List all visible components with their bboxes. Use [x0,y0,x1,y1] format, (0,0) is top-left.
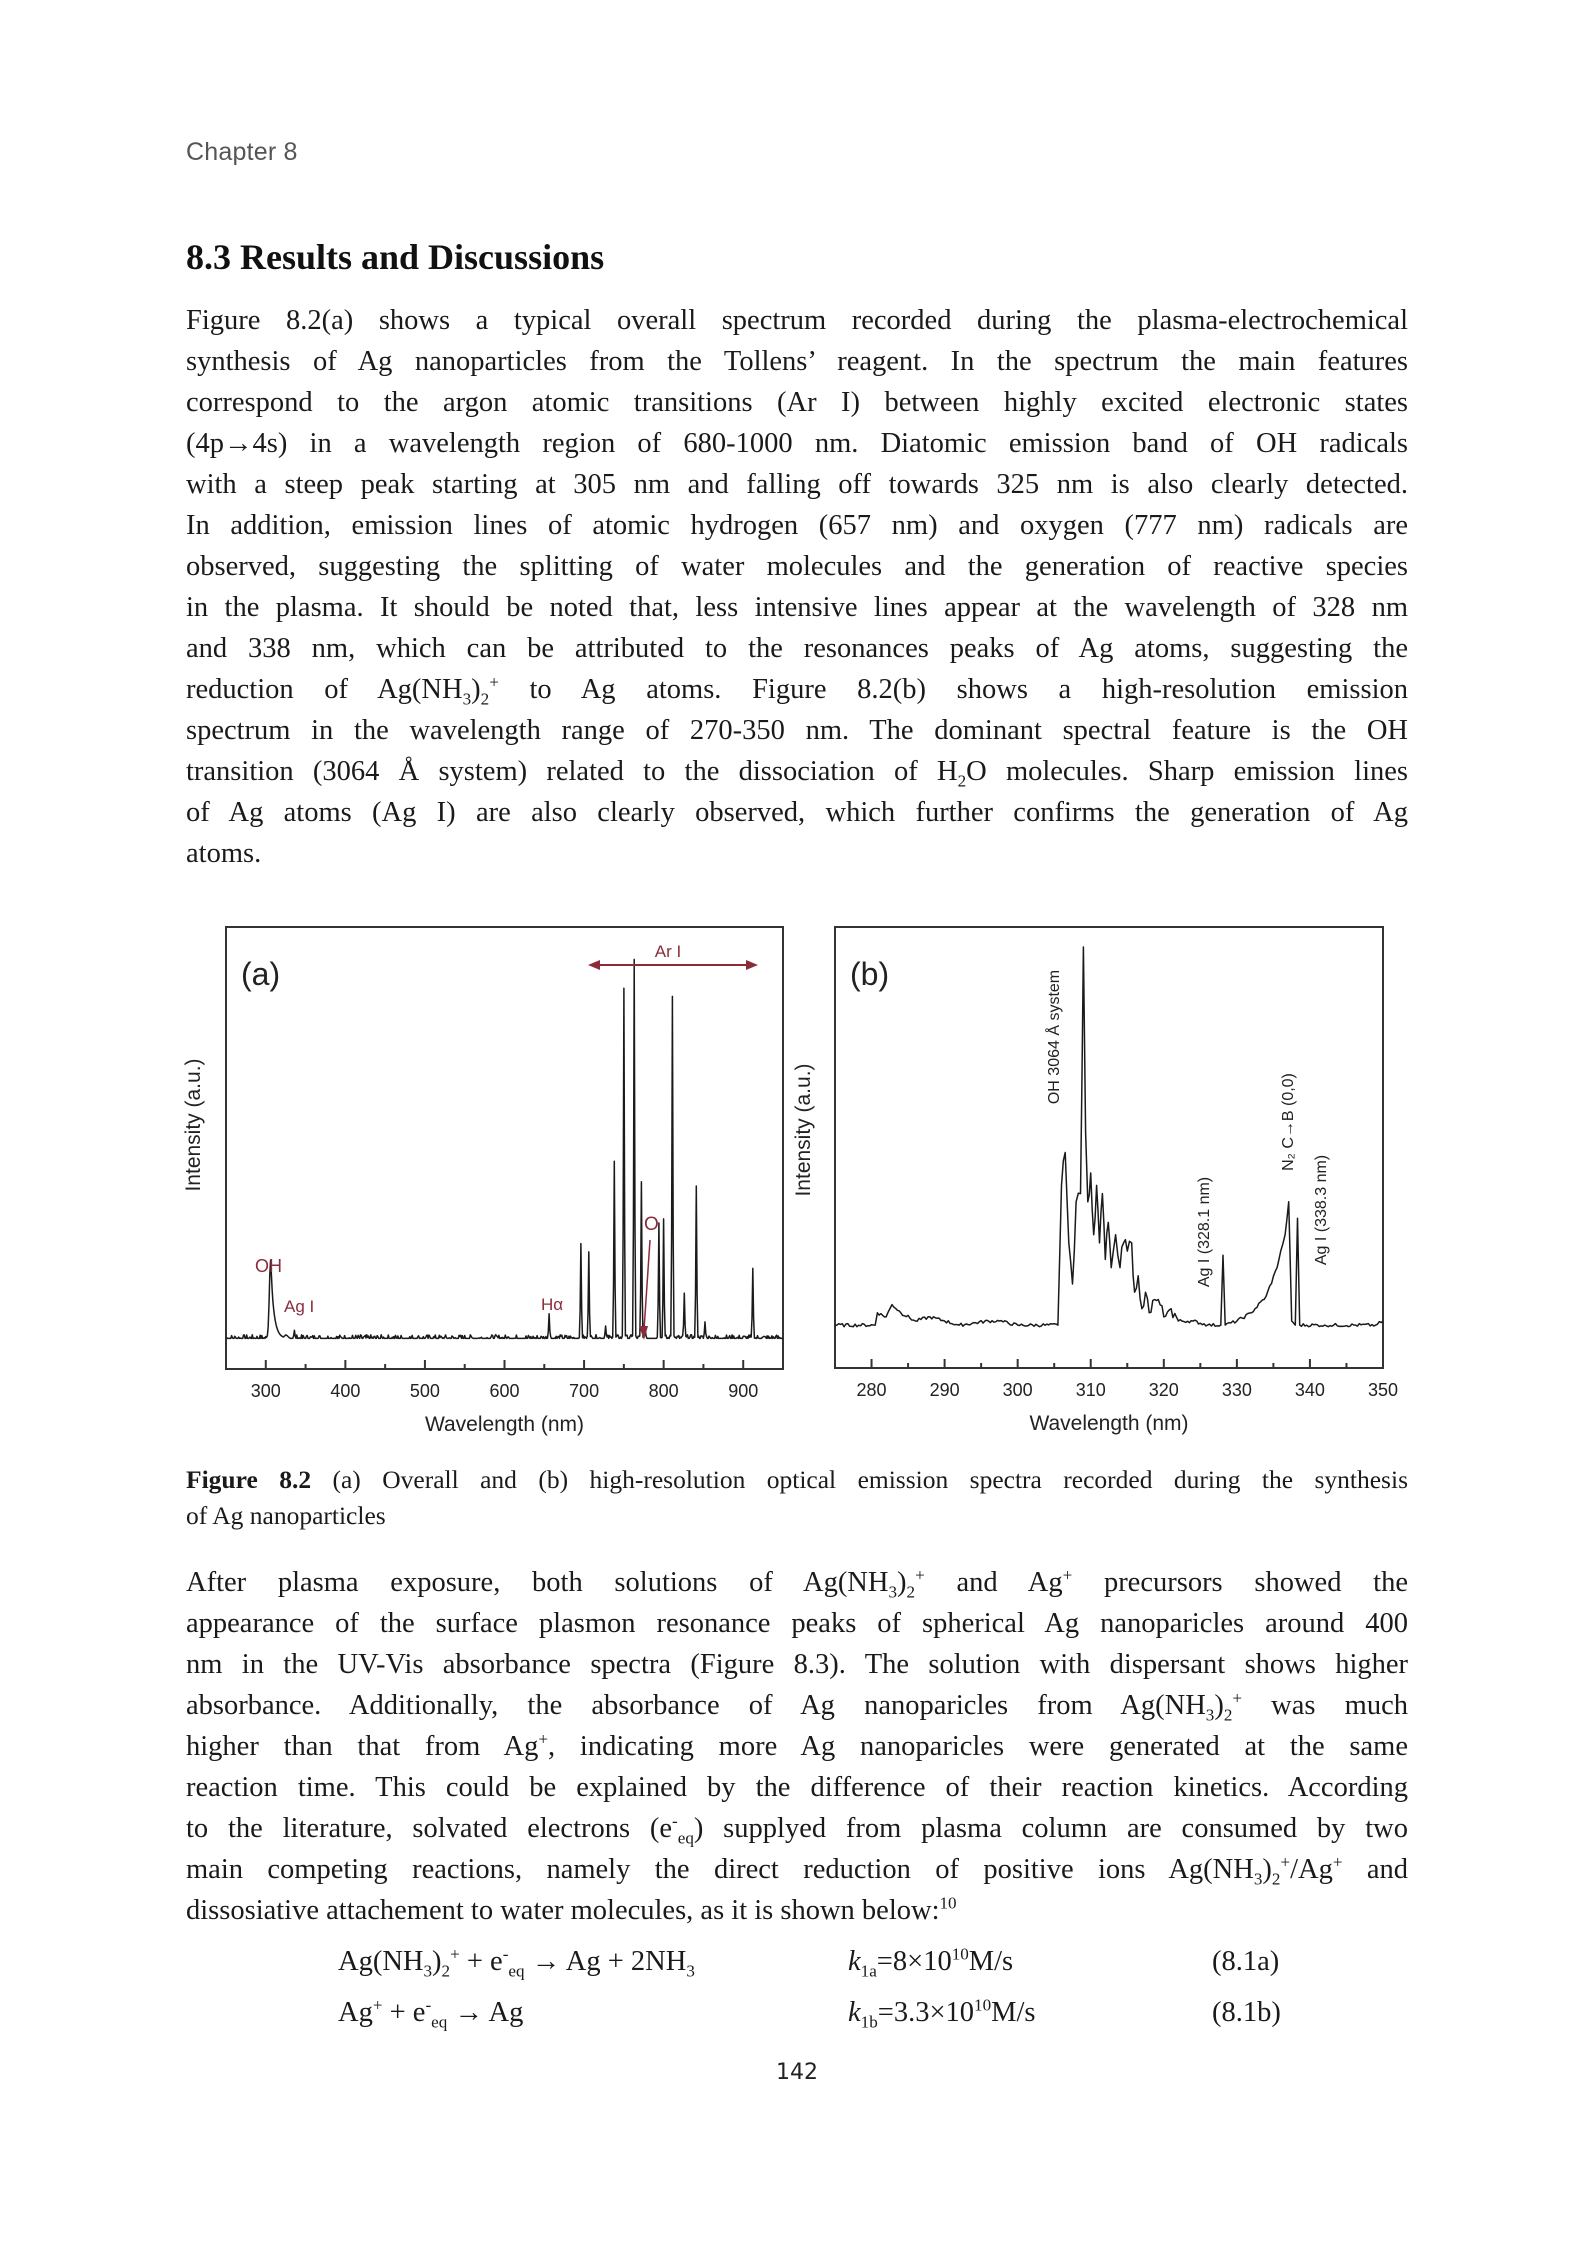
paragraph-2 [186,1562,1408,1931]
arrow-left-icon [588,960,600,970]
paragraph-1-line: reduction of $Ag(NH_3)_2^+$ to Ag atoms. Figure 8.2(b) shows a high-resolution emission [186,672,1408,709]
y-axis-label: Intensity (a.u.) [792,1063,815,1197]
paragraph-1-line: In addition, emission lines of atomic hydrogen (657 nm) and oxygen (777 nm) radicals are [186,510,1408,541]
paragraph-1-line: and 338 nm, which can be attributed to the resonances peaks of Ag atoms, suggesting the [186,633,1408,664]
paragraph-2-line: After plasma exposure, both solutions of $Ag(NH_3)_2^+$ and Ag+ precursors showed the [186,1565,1408,1602]
spectrum-line [835,947,1383,1327]
y-axis-label: Intensity (a.u.) [182,1058,205,1192]
paragraph-1-line: synthesis of Ag nanoparticles from the Tollens’ reagent. In the spectrum the main features [186,346,1408,377]
x-tick-label: 290 [929,1380,960,1400]
arrow-right-icon [746,960,758,970]
annotation-o: O [644,1214,659,1235]
annotation-ar-i: Ar I [654,942,682,961]
x-tick-label: 800 [648,1381,679,1401]
paragraph-2-line: main competing reactions, namely the direct reduction of positive ions $Ag(NH_3)_2^+/Ag^+$ and [186,1852,1408,1889]
x-tick-label: 900 [728,1381,759,1401]
plot-frame [835,927,1383,1368]
section-title: 8.3 Results and Discussions [186,237,605,277]
paragraph-2-line: reaction time. This could be explained by the difference of their reaction kinetics. According [186,1772,1408,1803]
o-arrow-line [644,1240,650,1330]
annotation-h-alpha: Hα [541,1295,564,1314]
paragraph-1-line: in the plasma. It should be noted that, less intensive lines appear at the wavelength of 328 nm [186,592,1408,623]
caption-line: Figure 8.2 (a) Overall and (b) high-resolution optical emission spectra recorded during the synthesis [186,1465,1408,1494]
annotation-oh: OH [255,1256,282,1276]
paragraph-1-line: observed, suggesting the splitting of water molecules and the generation of reactive species [186,551,1408,582]
equation-number: (8.1b) [1212,1997,1281,2028]
paragraph-2-line: higher than that from Ag+, indicating more Ag nanoparicles were generated at the same [186,1729,1408,1762]
x-tick-label: 350 [1367,1380,1399,1400]
paragraph-1-line: (4p→4s) in a wavelength region of 680-1000 nm. Diatomic emission band of OH radicals [186,428,1408,459]
paragraph-2-line: to the literature, solvated electrons $(e^-_{eq})$ supplyed from plasma column are consumed by two [186,1811,1408,1848]
paragraph-2-line: appearance of the surface plasmon resonance peaks of spherical Ag nanoparicles around 400 [186,1608,1408,1639]
figure-caption [186,1462,1408,1534]
paragraph-2-line: dissosiative attachement to water molecules, as it is shown below:$^{10}$ [186,1893,957,1926]
x-tick-label: 400 [330,1381,361,1401]
annotation-ag-i: Ag I [284,1297,315,1316]
x-tick-label: 310 [1075,1380,1106,1400]
x-tick-label: 330 [1221,1380,1252,1400]
equation-rate-constant: $k_{1a}=8\times 10^{10}M/s$ [848,1944,1014,1981]
equation-reaction: $Ag(NH_3)_2^+ + e^-_{eq} \to Ag + 2NH_3$ [338,1944,695,1981]
x-tick-label: 320 [1148,1380,1179,1400]
equation-number: (8.1a) [1212,1946,1280,1977]
x-tick-label: 300 [1002,1380,1033,1400]
x-tick-label: 500 [409,1381,440,1401]
paragraph-1-line: transition (3064 Å system) related to the dissociation of $H_2O$ molecules. Sharp emission lines [186,756,1409,791]
annotation-n2: N₂ C→B (0,0) [1280,1073,1297,1171]
panel-label: (b) [850,956,890,992]
annotation-ag-328: Ag I (328.1 nm) [1196,1176,1213,1288]
x-tick-label: 600 [489,1381,520,1401]
caption-label: Figure 8.2 [186,1465,312,1494]
page-number: 142 [776,2060,818,2085]
x-tick-label: 340 [1294,1380,1325,1400]
paragraph-2-line: nm in the UV-Vis absorbance spectra (Figure 8.3). The solution with dispersant shows higher [186,1649,1408,1680]
x-tick-label: 300 [250,1381,281,1401]
running-head: Chapter 8 [186,138,298,166]
panel-label: (a) [241,956,281,992]
paragraph-1-line: Figure 8.2(a) shows a typical overall spectrum recorded during the plasma-electrochemical [186,305,1408,336]
annotation-ag-338: Ag I (338.3 nm) [1313,1154,1330,1266]
paragraph-1-line: correspond to the argon atomic transitions (Ar I) between highly excited electronic states [186,387,1408,418]
x-axis-label: Wavelength (nm) [1029,1412,1189,1435]
caption-line: of Ag nanoparticles [186,1501,386,1530]
equation-rate-constant: $k_{1b}=3.3\times 10^{10}M/s$ [848,1995,1036,2032]
paragraph-1-line: spectrum in the wavelength range of 270-350 nm. The dominant spectral feature is the OH [186,715,1408,746]
paragraph-1-line: of Ag atoms (Ag I) are also clearly observed, which further confirms the generation of Ag [186,797,1408,828]
paragraph-1-line: atoms. [186,838,262,869]
x-tick-label: 700 [569,1381,600,1401]
x-tick-label: 280 [856,1380,887,1400]
x-axis-label: Wavelength (nm) [424,1413,585,1436]
annotation-oh-system: OH 3064 Å system [1046,969,1063,1105]
paragraph-1-line: with a steep peak starting at 305 nm and falling off towards 325 nm is also clearly detected. [186,469,1408,500]
equation-reaction: $Ag^+ + e^-_{eq} \to Ag$ [338,1995,524,2032]
paragraph-2-line: absorbance. Additionally, the absorbance of Ag nanoparicles from $Ag(NH_3)_2^+$ was much [186,1688,1408,1725]
spectrum-line [226,959,783,1338]
